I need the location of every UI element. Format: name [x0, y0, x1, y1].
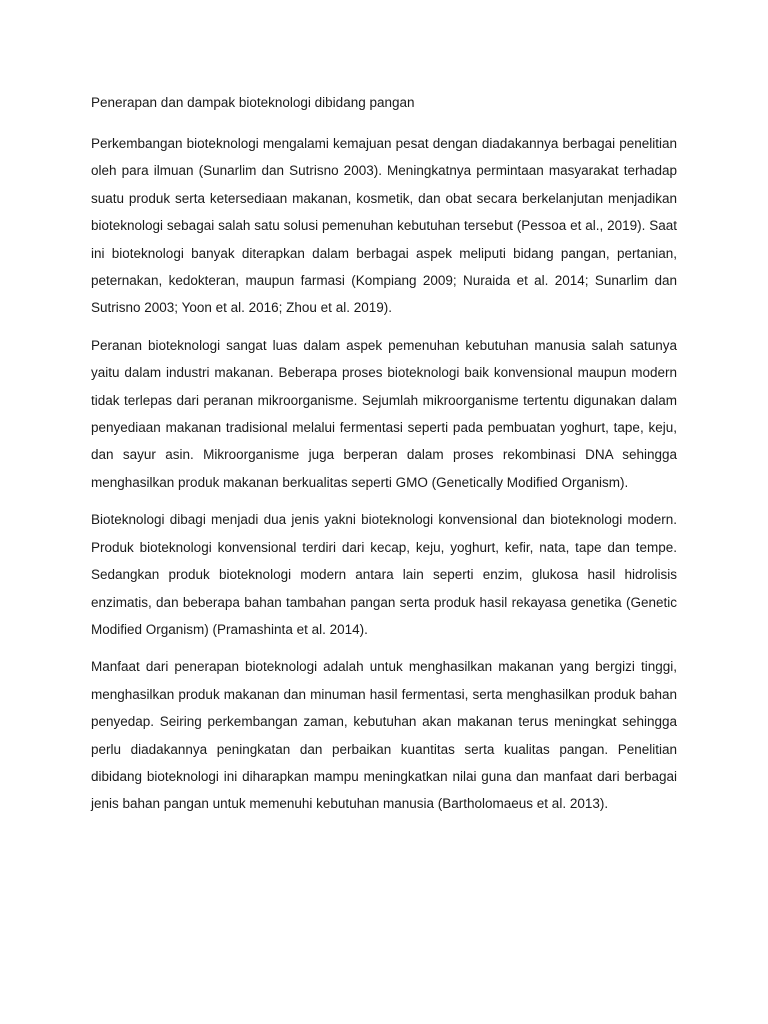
paragraph-types: Bioteknologi dibagi menjadi dua jenis yakni bioteknologi konvensional dan bioteknologi modern. Produk bioteknologi konvensional terdiri dari kecap, keju, yoghurt, kefir, nata, tape dan tempe. Sedangkan produk bioteknologi modern antara lain seperti enzim, glukosa hasil hidrolisis enzimatis, dan beberapa bahan tambahan pangan serta produk hasil rekayasa genetika (Genetic Modified Organism) (Pramashinta et al. 2014). [91, 512, 677, 637]
document-title: Penerapan dan dampak bioteknologi dibidang pangan [91, 95, 415, 110]
paragraph-development: Perkembangan bioteknologi mengalami kemajuan pesat dengan diadakannya berbagai penelitian oleh para ilmuan (Sunarlim dan Sutrisno 2003). Meningkatnya permintaan masyarakat terhadap suatu produk serta ketersediaan makanan, kosmetik, dan obat secara berkelanjutan menjadikan bioteknologi sebagai salah satu solusi pemenuhan kebutuhan tersebut (Pessoa et al., 2019). Saat ini bioteknologi banyak diterapkan dalam berbagai aspek meliputi bidang pangan, pertanian, peternakan, kedokteran, maupun farmasi (Kompiang 2009; Nuraida et al. 2014; Sunarlim dan Sutrisno 2003; Yoon et al. 2016; Zhou et al. 2019). [91, 136, 677, 316]
paragraph-benefits: Manfaat dari penerapan bioteknologi adalah untuk menghasilkan makanan yang bergizi tinggi, menghasilkan produk makanan dan minuman hasil fermentasi, serta menghasilkan produk bahan penyedap. Seiring perkembangan zaman, kebutuhan akan makanan terus meningkat sehingga perlu diadakannya peningkatan dan perbaikan kuantitas serta kualitas pangan. Penelitian dibidang bioteknologi ini diharapkan mampu meningkatkan nilai guna dan manfaat dari berbagai jenis bahan pangan untuk memenuhi kebutuhan manusia (Bartholomaeus et al. 2013). [91, 659, 677, 812]
paragraph-role: Peranan bioteknologi sangat luas dalam aspek pemenuhan kebutuhan manusia salah satunya yaitu dalam industri makanan. Beberapa proses bioteknologi baik konvensional maupun modern tidak terlepas dari peranan mikroorganisme. Sejumlah mikroorganisme tertentu digunakan dalam penyediaan makanan tradisional melalui fermentasi seperti pada pembuatan yoghurt, tape, keju, dan sayur asin. Mikroorganisme juga berperan dalam proses rekombinasi DNA sehingga menghasilkan produk makanan berkualitas seperti GMO (Genetically Modified Organism). [91, 337, 677, 490]
document-body [91, 90, 677, 818]
